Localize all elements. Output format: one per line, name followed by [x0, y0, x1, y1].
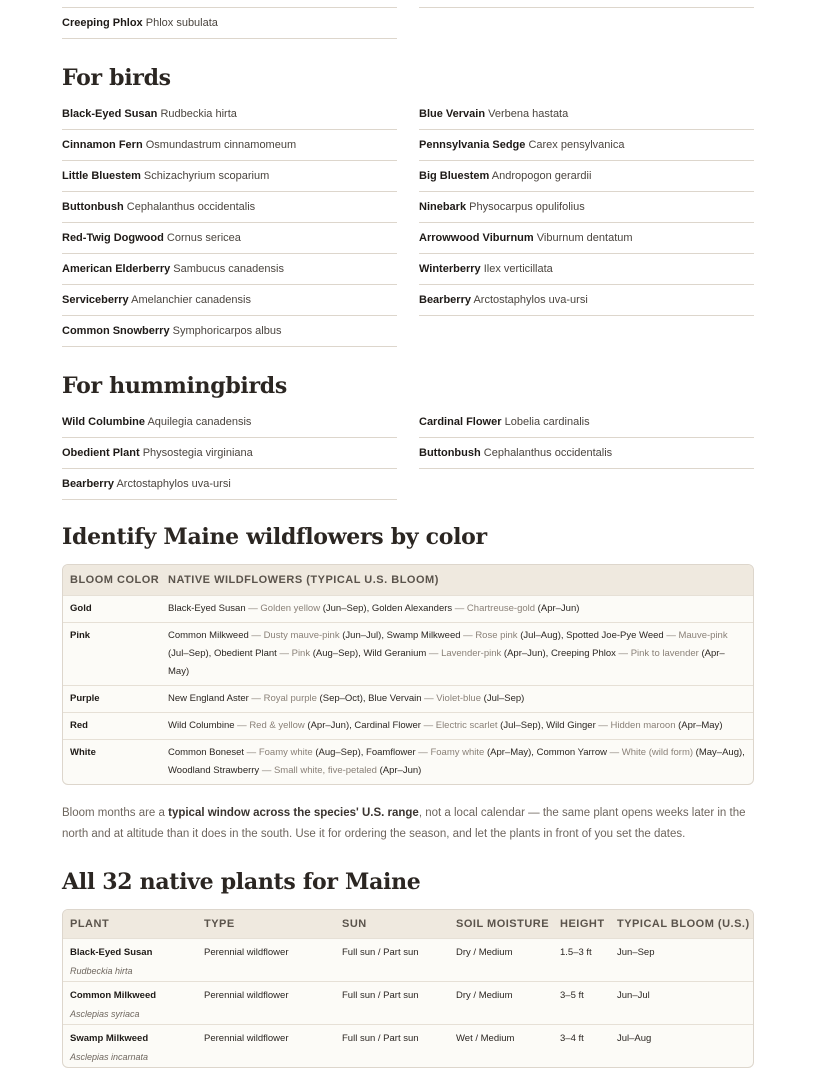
- plant-type: Perennial wildflower: [204, 990, 289, 1001]
- wildflower-months: Jun–Sep: [325, 603, 364, 614]
- wildflower-color: Lavender-pink: [441, 648, 502, 659]
- plant-height: 3–5 ft: [560, 990, 584, 1001]
- plant-scientific-name: Schizachyrium scoparium: [143, 170, 270, 182]
- plant-scientific-name: Arctostaphylos uva-ursi: [473, 294, 588, 306]
- plant-scientific-name: Physostegia virginiana: [142, 447, 253, 459]
- bloom-color-plants: Common Milkweed — Dusty mauve-pink (Jun–Jul), Swamp Milkweed — Rose pink (Jul–Aug), Spotted Joe-Pye Weed — Mauve-pink (Jul–Sep), Obedient Plant — Pink (Aug–Sep), Wild Geranium — Lavender-pink (Apr–Jun), Creeping Phlox — Pink to lavender (Apr–May): [168, 630, 728, 677]
- wildflower-color: Pink: [291, 648, 311, 659]
- wildflower-color: Foamy white: [258, 747, 313, 758]
- plant-common-name: Red-Twig Dogwood: [62, 232, 164, 244]
- dash-separator: —: [421, 693, 437, 704]
- wildflower-months: Jun–Jul: [345, 630, 379, 641]
- plant-common-name: Ninebark: [419, 201, 467, 213]
- plant-type: Perennial wildflower: [204, 1033, 289, 1044]
- plant-height: 3–4 ft: [560, 1033, 584, 1044]
- wildflower-name: Golden Alexanders: [371, 603, 453, 614]
- table-row: [63, 712, 753, 739]
- list-item: [62, 99, 397, 130]
- list-item: Creeping Phlox Phlox subulata: [62, 8, 397, 39]
- bloom-color-label: Pink: [70, 630, 91, 641]
- table-row: [63, 981, 753, 1024]
- wildflower-name: Wild Geranium: [363, 648, 427, 659]
- wildflower-name: Blue Vervain: [368, 693, 422, 704]
- plant-common-name: Obedient Plant: [62, 447, 140, 459]
- list-item: [62, 161, 397, 192]
- wildflower-name: Swamp Milkweed: [386, 630, 461, 641]
- plant-scientific-name: Symphoricarpos albus: [172, 325, 282, 337]
- bloom-note: Bloom months are a typical window across the species' U.S. range, not a local calendar — the same plant opens weeks later in the north and at altitude than it does in the south. Use it for ordering the season, and let the plants in front of you set the dates.: [62, 807, 746, 840]
- list-item: [62, 254, 397, 285]
- wildflower-months: Apr–May: [490, 747, 529, 758]
- table-row: [63, 938, 753, 981]
- birds-plant-list: [62, 99, 754, 347]
- plant-cell: [63, 939, 204, 981]
- dash-separator: —: [452, 603, 467, 614]
- plant-scientific-name: Asclepias syriaca: [70, 1009, 140, 1019]
- plant-sun: Full sun / Part sun: [342, 947, 419, 958]
- bloom-color-plants: Black-Eyed Susan — Golden yellow (Jun–Sep), Golden Alexanders — Chartreuse-gold (Apr–Jun): [168, 603, 580, 614]
- plant-scientific-name: Cephalanthus occidentalis: [483, 447, 613, 459]
- wildflower-color: Small white, five-petaled: [273, 765, 377, 776]
- bloom-color-label: Purple: [70, 693, 100, 704]
- plant-scientific-name: Ilex verticillata: [483, 263, 553, 275]
- wildflower-color: Rose pink: [475, 630, 518, 641]
- plant-common-name: Blue Vervain: [419, 108, 486, 120]
- dash-separator: —: [259, 765, 274, 776]
- plant-soil: Dry / Medium: [456, 990, 513, 1001]
- wildflower-months: May–Aug: [698, 747, 739, 758]
- bloom-color-plants: Common Boneset — Foamy white (Aug–Sep), Foamflower — Foamy white (Apr–May), Common Yarrow — White (wild form) (May–Aug), Woodland Strawberry — Small white, five-petaled (Apr–Jun): [168, 747, 745, 776]
- wildflower-color: Violet-blue: [436, 693, 481, 704]
- plant-scientific-name: Amelanchier canadensis: [131, 294, 251, 306]
- table-header: BLOOM COLOR NATIVE WILDFLOWERS (TYPICAL U.S. BLOOM): [63, 565, 753, 595]
- dash-separator: —: [234, 720, 250, 731]
- wildflower-months: Apr–May: [168, 648, 725, 677]
- dash-separator: —: [420, 720, 436, 731]
- plant-common-name: Pennsylvania Sedge: [419, 139, 526, 151]
- list-item: [419, 192, 754, 223]
- list-item: [62, 438, 397, 469]
- wildflower-name: Wild Columbine: [168, 720, 235, 731]
- list-item: [419, 254, 754, 285]
- dash-separator: —: [663, 630, 679, 641]
- table-row: [63, 739, 753, 784]
- wildflower-color: Pink to lavender: [630, 648, 699, 659]
- plant-sun: Full sun / Part sun: [342, 990, 419, 1001]
- plant-common-name: Bearberry: [419, 294, 471, 306]
- plant-soil: Wet / Medium: [456, 1033, 515, 1044]
- plant-common-name: Cinnamon Fern: [62, 139, 143, 151]
- list-item: [62, 469, 397, 500]
- list-item: [419, 223, 754, 254]
- plant-common-name: Common Milkweed: [70, 990, 157, 1001]
- table-header: PLANT TYPE SUN SOIL MOISTURE HEIGHT TYPICAL BLOOM (U.S.): [63, 910, 753, 938]
- plant-scientific-name: Carex pensylvanica: [528, 139, 625, 151]
- plant-scientific-name: Asclepias incarnata: [70, 1052, 149, 1062]
- wildflower-name: Woodland Strawberry: [168, 765, 260, 776]
- list-item: [62, 285, 397, 316]
- dash-separator: —: [460, 630, 476, 641]
- plant-cell: [63, 982, 204, 1024]
- all-plants-table: [62, 909, 754, 1068]
- bloom-color-label: Gold: [70, 603, 92, 614]
- bloom-color-label: Red: [70, 720, 88, 731]
- wildflower-months: Aug–Sep: [315, 648, 355, 659]
- section-title-color: Identify Maine wildflowers by color: [62, 524, 487, 550]
- dash-separator: —: [244, 747, 259, 758]
- table-row: [63, 595, 753, 622]
- plant-soil: Dry / Medium: [456, 947, 513, 958]
- dash-separator: —: [415, 747, 431, 758]
- plant-bloom: Jul–Aug: [617, 1033, 652, 1044]
- plant-common-name: Black-Eyed Susan: [62, 108, 158, 120]
- wildflower-name: Common Milkweed: [168, 630, 249, 641]
- plant-type: Perennial wildflower: [204, 947, 289, 958]
- wildflower-months: Jul–Sep: [171, 648, 206, 659]
- dash-separator: —: [245, 603, 261, 614]
- wildflower-color: White (wild form): [621, 747, 694, 758]
- list-item: [419, 285, 754, 316]
- plant-scientific-name: Rudbeckia hirta: [160, 108, 237, 120]
- table-row: [63, 1024, 753, 1067]
- list-item: [62, 130, 397, 161]
- hummingbirds-plant-list: [62, 407, 754, 500]
- plant-common-name: Common Snowberry: [62, 325, 170, 337]
- plant-scientific-name: Lobelia cardinalis: [504, 416, 590, 428]
- bloom-color-label: White: [70, 747, 96, 758]
- plant-common-name: Serviceberry: [62, 294, 129, 306]
- plant-scientific-name: Viburnum dentatum: [536, 232, 633, 244]
- list-item: [62, 192, 397, 223]
- plant-scientific-name: Verbena hastata: [488, 108, 569, 120]
- plant-bloom: Jun–Jul: [617, 990, 650, 1001]
- wildflower-months: Sep–Oct: [322, 693, 360, 704]
- wildflower-name: Common Yarrow: [536, 747, 607, 758]
- plant-scientific-name: Rudbeckia hirta: [70, 966, 133, 976]
- wildflower-color: Electric scarlet: [435, 720, 498, 731]
- wildflower-name: New England Aster: [168, 693, 249, 704]
- section-title-hummingbirds: For hummingbirds: [62, 373, 287, 399]
- bloom-color-plants: Wild Columbine — Red & yellow (Apr–Jun), Cardinal Flower — Electric scarlet (Jul–Sep), Wild Ginger — Hidden maroon (Apr–May): [168, 720, 723, 731]
- bloom-color-table: [62, 564, 754, 785]
- dash-separator: —: [615, 648, 631, 659]
- wildflower-name: Obedient Plant: [213, 648, 277, 659]
- dash-separator: —: [276, 648, 292, 659]
- article-content: [62, 0, 754, 1068]
- plant-common-name: Black-Eyed Susan: [70, 947, 153, 958]
- list-item: [419, 407, 754, 438]
- plant-height: 1.5–3 ft: [560, 947, 592, 958]
- list-item: [419, 99, 754, 130]
- plant-scientific-name: Physocarpus opulifolius: [469, 201, 585, 213]
- wildflower-months: Apr–Jun: [382, 765, 419, 776]
- wildflower-months: Apr–Jun: [507, 648, 543, 659]
- section-title-birds: For birds: [62, 65, 171, 91]
- plant-common-name: Bearberry: [62, 478, 114, 490]
- bloom-color-plants: New England Aster — Royal purple (Sep–Oct), Blue Vervain — Violet-blue (Jul–Sep): [168, 693, 525, 704]
- plant-common-name: Cardinal Flower: [419, 416, 502, 428]
- list-divider: [62, 0, 397, 8]
- plant-sun: Full sun / Part sun: [342, 1033, 419, 1044]
- plant-cell: [63, 1025, 204, 1067]
- plant-scientific-name: Arctostaphylos uva-ursi: [116, 478, 231, 490]
- wildflower-name: Foamflower: [366, 747, 416, 758]
- list-item: [419, 130, 754, 161]
- wildflower-name: Black-Eyed Susan: [168, 603, 246, 614]
- wildflower-color: Royal purple: [263, 693, 317, 704]
- plant-scientific-name: Andropogon gerardii: [491, 170, 592, 182]
- plant-common-name: Buttonbush: [62, 201, 124, 213]
- wildflower-months: Aug–Sep: [318, 747, 358, 758]
- grid-filler: [419, 469, 754, 499]
- wildflower-months: Jul–Sep: [503, 720, 538, 731]
- list-item: [419, 438, 754, 469]
- dash-separator: —: [248, 693, 264, 704]
- plant-scientific-name: Cephalanthus occidentalis: [126, 201, 256, 213]
- plant-common-name: Wild Columbine: [62, 416, 146, 428]
- plant-scientific-name: Cornus sericea: [166, 232, 241, 244]
- wildflower-color: Red & yellow: [249, 720, 305, 731]
- plant-scientific-name: Sambucus canadensis: [173, 263, 284, 275]
- plant-common-name: Winterberry: [419, 263, 481, 275]
- wildflower-name: Wild Ginger: [546, 720, 596, 731]
- list-item: [62, 316, 397, 347]
- wildflower-months: Apr–May: [681, 720, 720, 731]
- wildflower-months: Jul–Sep: [486, 693, 522, 704]
- table-row: [63, 622, 753, 685]
- wildflower-color: Foamy white: [430, 747, 485, 758]
- plant-scientific-name: Osmundastrum cinnamomeum: [145, 139, 297, 151]
- wildflower-color: Dusty mauve-pink: [263, 630, 340, 641]
- dash-separator: —: [248, 630, 264, 641]
- list-item: [419, 161, 754, 192]
- wildflower-name: Common Boneset: [168, 747, 245, 758]
- wildflower-color: Hidden maroon: [610, 720, 676, 731]
- plant-common-name: Arrowwood Viburnum: [419, 232, 534, 244]
- plant-common-name: Little Bluestem: [62, 170, 141, 182]
- plant-common-name: Buttonbush: [419, 447, 481, 459]
- grid-filler: [419, 316, 754, 346]
- list-divider: [419, 0, 754, 8]
- wildflower-name: Cardinal Flower: [354, 720, 421, 731]
- plant-common-name: American Elderberry: [62, 263, 171, 275]
- plant-common-name: Big Bluestem: [419, 170, 490, 182]
- wildflower-name: Creeping Phlox: [550, 648, 616, 659]
- top-plant-list: [62, 0, 754, 39]
- plant-bloom: Jun–Sep: [617, 947, 655, 958]
- wildflower-months: Apr–Jun: [310, 720, 346, 731]
- wildflower-months: Jul–Aug: [523, 630, 558, 641]
- dash-separator: —: [426, 648, 442, 659]
- table-row: [63, 685, 753, 712]
- section-title-all-plants: All 32 native plants for Maine: [62, 869, 421, 895]
- wildflower-name: Spotted Joe-Pye Weed: [566, 630, 664, 641]
- wildflower-color: Golden yellow: [260, 603, 321, 614]
- wildflower-months: Apr–Jun: [540, 603, 577, 614]
- wildflower-color: Mauve-pink: [678, 630, 728, 641]
- list-item: [62, 223, 397, 254]
- wildflower-color: Chartreuse-gold: [466, 603, 536, 614]
- plant-scientific-name: Aquilegia canadensis: [147, 416, 252, 428]
- dash-separator: —: [595, 720, 611, 731]
- dash-separator: —: [607, 747, 622, 758]
- list-item: [62, 407, 397, 438]
- plant-common-name: Swamp Milkweed: [70, 1033, 149, 1044]
